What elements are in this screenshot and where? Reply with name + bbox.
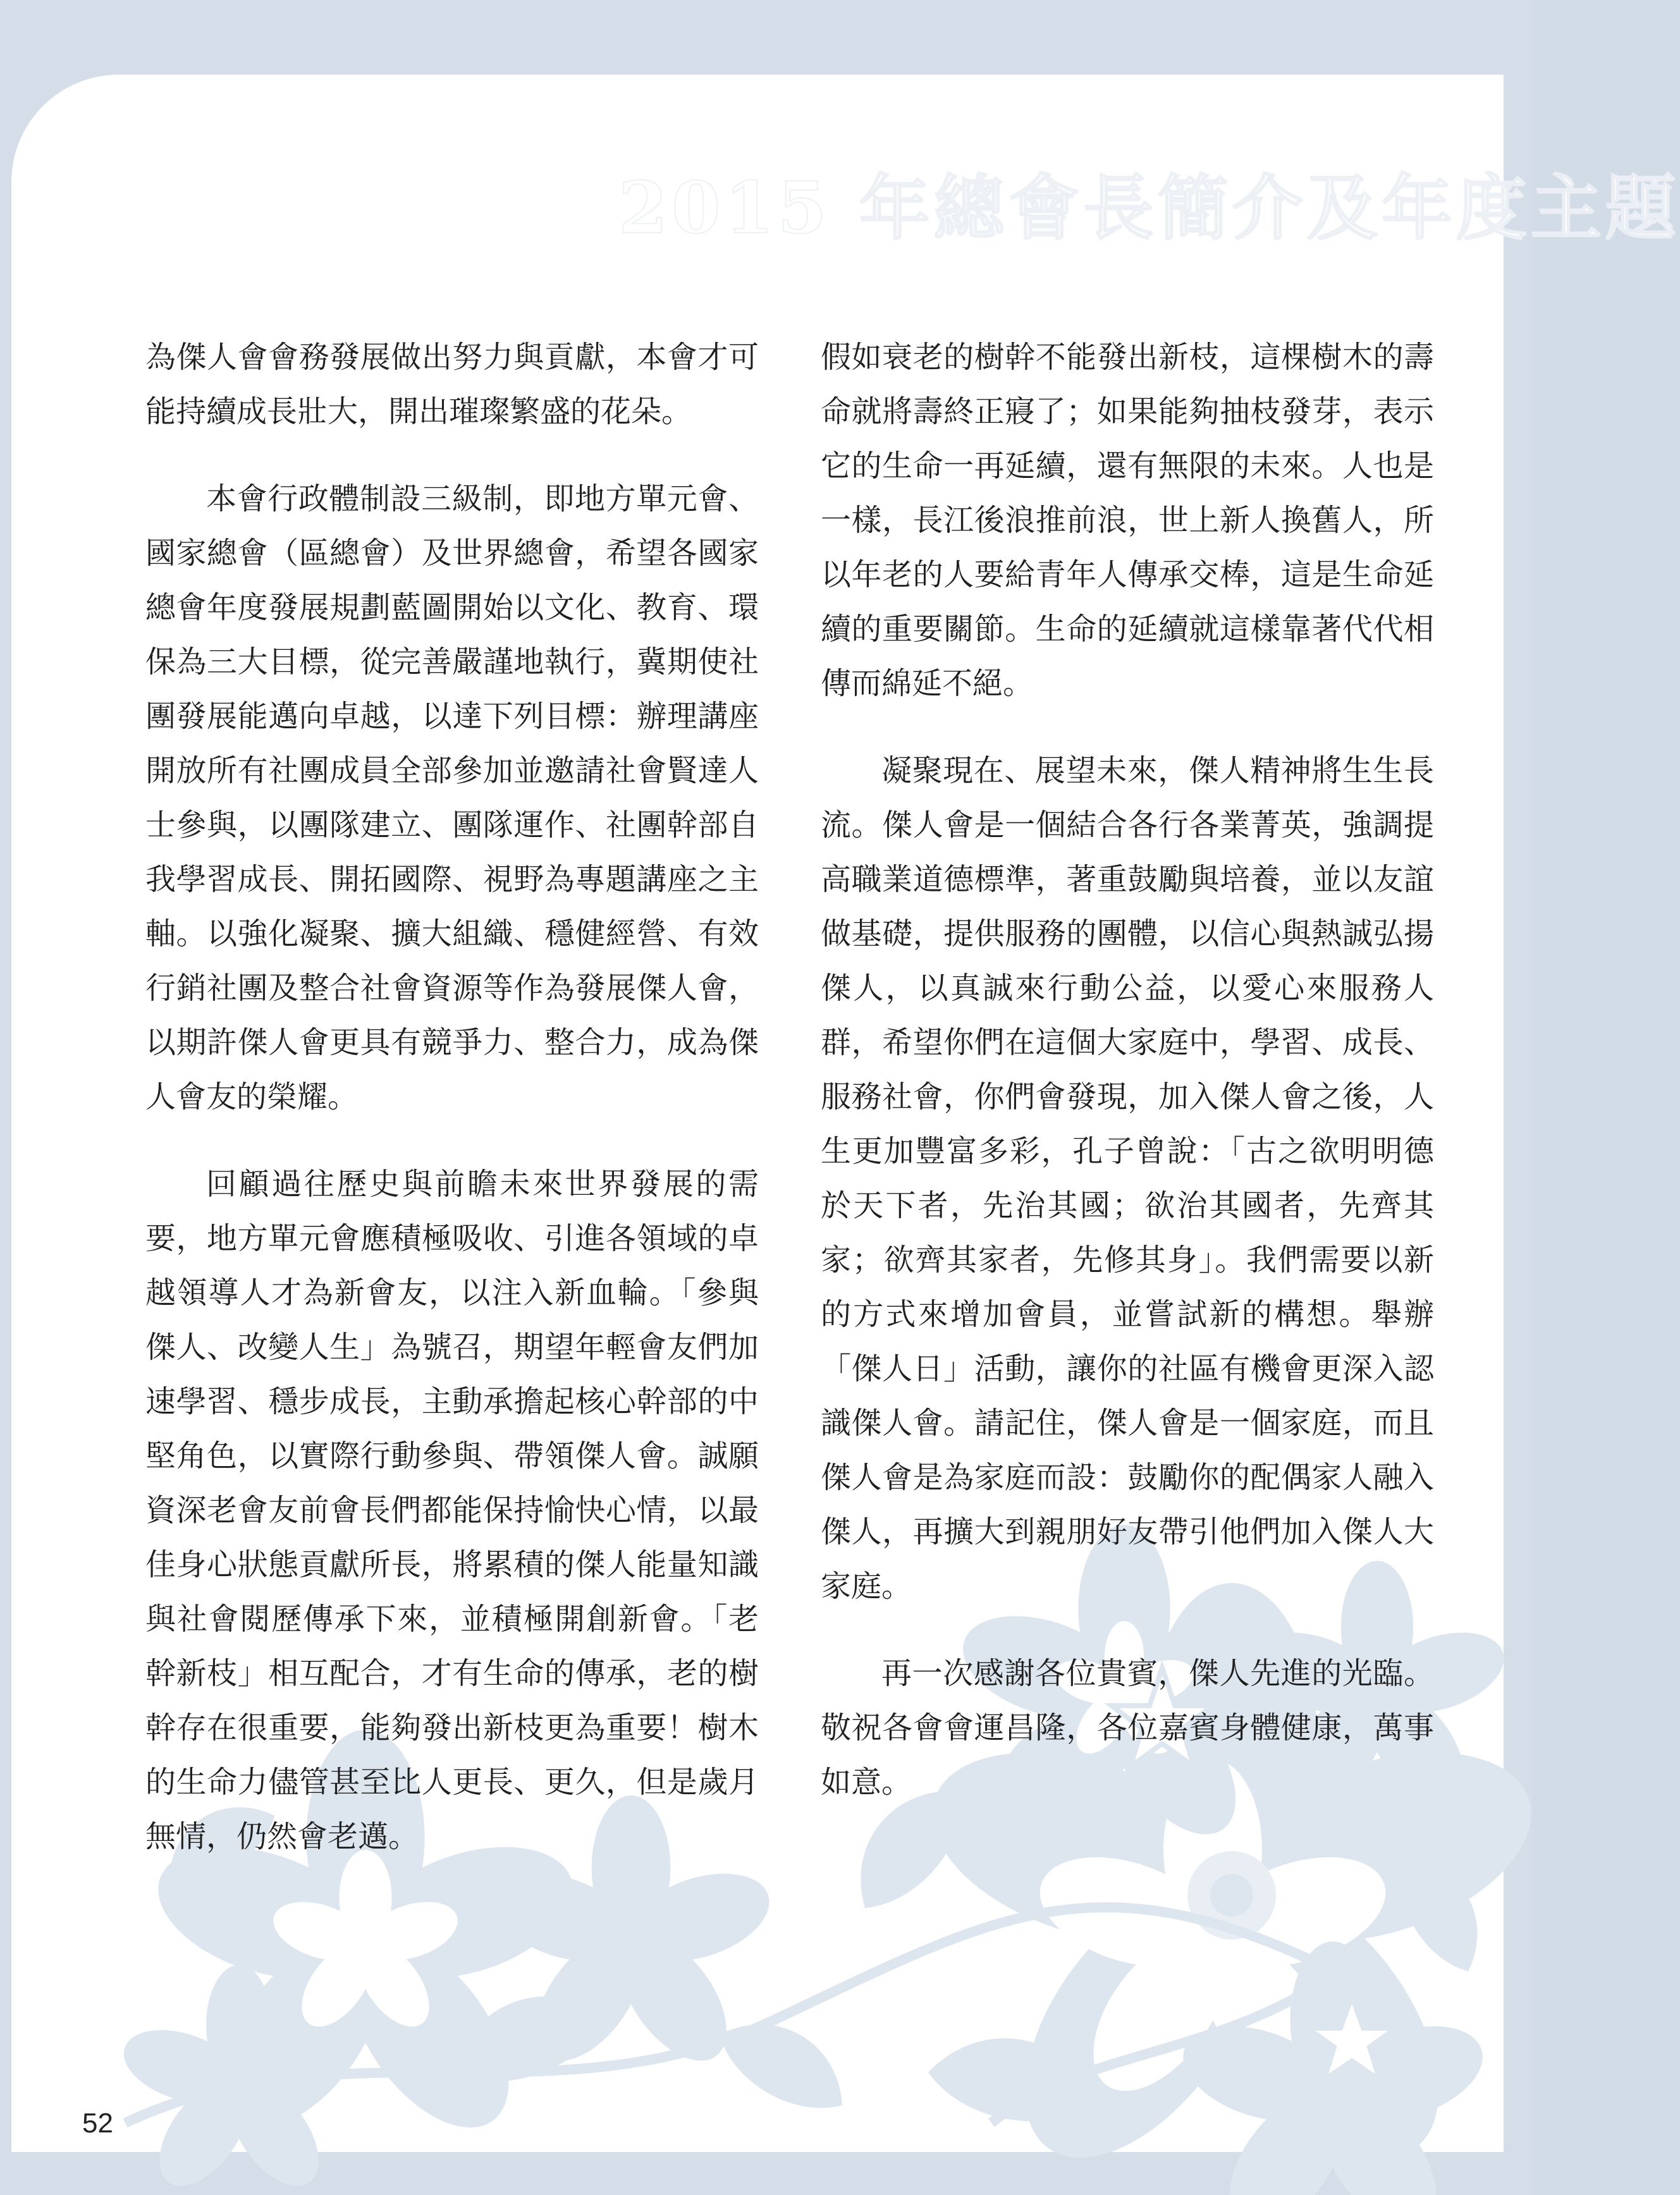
header-title: 2015 年總會長簡介及年度主題 bbox=[618, 167, 1680, 250]
page-number: 52 bbox=[82, 2108, 113, 2139]
paragraph: 再一次感謝各位貴賓，傑人先進的光臨。敬祝各會會運昌隆，各位嘉賓身體健康，萬事如意。 bbox=[821, 1656, 1434, 1800]
paragraph: 凝聚現在、展望未來，傑人精神將生生長流。傑人會是一個結合各行各業菁英，強調提高職業道德標準，著重鼓勵與培養，並以友誼做基礎，提供服務的團體，以信心與熱誠弘揚傑人，以真誠來行動公益，以愛心來服務人群，希望你們在這個大家庭中，學習、成長、服務社會，你們會發現，加入傑人會之後，人生更加豐富多彩，孔子曾說：「古之欲明明德於天下者，先治其國；欲治其國者，先齊其家；欲齊其家者，先修其身」。我們需要以新的方式來增加會員，並嘗試新的構想。舉辦「傑人日」活動，讓你的社區有機會更深入認識傑人會。請記住，傑人會是一個家庭，而且傑人會是為家庭而設：鼓勵你的配偶家人融入傑人，再擴大到親朋好友帶引他們加入傑人大家庭。 bbox=[821, 753, 1434, 1604]
page-content-area bbox=[11, 75, 1680, 2152]
paragraph: 本會行政體制設三級制，即地方單元會、國家總會（區總會）及世界總會，希望各國家總會年度發展規劃藍圖開始以文化、教育、環保為三大目標，從完善嚴謹地執行，冀期使社團發展能邁向卓越，以達下列目標：辦理講座開放所有社團成員全部參加並邀請社會賢達人士參與，以團隊建立、團隊運作、社團幹部自我學習成長、開拓國際、視野為專題講座之主軸。以強化凝聚、擴大組織、穩健經營、有效行銷社團及整合社會資源等作為發展傑人會，以期許傑人會更具有競爭力、整合力，成為傑人會友的榮耀。 bbox=[145, 481, 759, 1115]
paragraph: 為傑人會會務發展做出努力與貢獻，本會才可能持續成長壯大，開出璀璨繁盛的花朵。 bbox=[145, 339, 759, 429]
paragraph: 假如衰老的樹幹不能發出新枝，這棵樹木的壽命就將壽終正寢了；如果能夠抽枝發芽，表示它的生命一再延續，還有無限的未來。人也是一樣，長江後浪推前浪，世上新人換舊人，所以年老的人要給青年人傳承交棒，這是生命延續的重要關節。生命的延續就這樣靠著代代相傳而綿延不絕。 bbox=[821, 339, 1434, 701]
right-text-column bbox=[821, 330, 1434, 1842]
left-text-column bbox=[145, 330, 759, 1897]
paragraph: 回顧過往歷史與前瞻未來世界發展的需要，地方單元會應積極吸收、引進各領域的卓越領導人才為新會友，以注入新血輪。「參與傑人、改變人生」為號召，期望年輕會友們加速學習、穩步成長，主動承擔起核心幹部的中堅角色，以實際行動參與、帶領傑人會。誠願資深老會友前會長們都能保持愉快心情，以最佳身心狀態貢獻所長，將累積的傑人能量知識與社會閱歷傳承下來，並積極開創新會。「老幹新枝」相互配合，才有生命的傳承，老的樹幹存在很重要，能夠發出新枝更為重要！樹木的生命力儘管甚至比人更長、更久，但是歲月無情，仍然會老邁。 bbox=[145, 1166, 759, 1854]
